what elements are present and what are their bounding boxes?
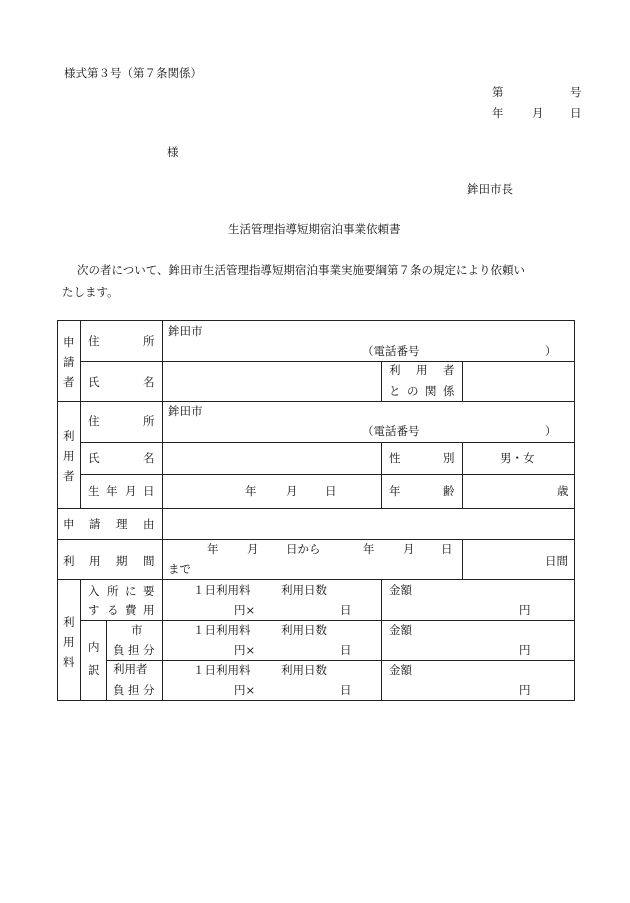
- fees-section-label: [63, 615, 75, 669]
- svg-text:日: 日: [340, 683, 352, 697]
- period-from: [207, 542, 321, 556]
- total-cost-label: [88, 584, 155, 617]
- svg-text:負: 負: [113, 643, 125, 657]
- svg-text:生: 生: [88, 484, 100, 498]
- svg-text:費: 費: [125, 603, 137, 617]
- svg-text:住: 住: [88, 334, 100, 348]
- svg-text:利: 利: [389, 363, 401, 377]
- svg-text:齢: 齢: [443, 484, 455, 498]
- user-name-label: [88, 451, 155, 465]
- applicant-phone-open: （電話番号: [362, 344, 420, 358]
- svg-text:日: 日: [325, 484, 337, 498]
- date-year: 年: [492, 106, 504, 120]
- svg-text:年: 年: [106, 484, 118, 498]
- svg-text:１日利用料: １日利用料: [193, 663, 251, 677]
- fee-row-user: [193, 663, 531, 697]
- svg-text:年: 年: [363, 542, 375, 556]
- svg-text:年: 年: [207, 542, 219, 556]
- svg-text:金額: 金額: [389, 623, 412, 637]
- svg-text:金額: 金額: [389, 583, 412, 597]
- svg-text:利: 利: [63, 615, 75, 629]
- svg-text:金額: 金額: [389, 663, 412, 677]
- svg-text:間: 間: [143, 554, 155, 568]
- svg-text:る: る: [107, 603, 119, 617]
- user-phone-open: （電話番号: [362, 424, 420, 438]
- user-address-label: [88, 414, 155, 428]
- svg-text:入: 入: [88, 584, 100, 598]
- svg-text:所: 所: [107, 584, 119, 598]
- user-address-value: 鉾田市: [168, 404, 203, 418]
- user-phone-close: ）: [545, 424, 557, 438]
- svg-text:年: 年: [389, 484, 401, 498]
- svg-text:用: 用: [143, 603, 155, 617]
- svg-text:期: 期: [116, 554, 128, 568]
- svg-text:日: 日: [143, 484, 155, 498]
- intro-line-2: たします。: [62, 285, 119, 299]
- svg-text:担: 担: [128, 683, 140, 697]
- svg-text:理: 理: [116, 517, 128, 531]
- svg-text:分: 分: [143, 683, 155, 697]
- user-section-label: [63, 429, 75, 483]
- city-share-label-1: 市: [131, 623, 143, 637]
- svg-text:用: 用: [63, 449, 75, 463]
- city-share-label-2: [113, 643, 155, 657]
- svg-text:利用日数: 利用日数: [281, 623, 327, 637]
- svg-text:内: 内: [88, 640, 100, 654]
- birth-units: [245, 484, 337, 498]
- svg-text:利用日数: 利用日数: [281, 583, 327, 597]
- svg-text:者: 者: [63, 469, 75, 483]
- svg-text:日から: 日から: [286, 542, 321, 556]
- document-title: 生活管理指導短期宿泊事業依頼書: [228, 222, 401, 236]
- user-share-label-1: 利用者: [113, 662, 148, 676]
- svg-text:１日利用料: １日利用料: [193, 583, 251, 597]
- svg-text:月: 月: [125, 484, 137, 498]
- svg-text:性: 性: [389, 451, 401, 465]
- applicant-section-label: [63, 335, 75, 389]
- applicant-phone-close: ）: [545, 344, 557, 358]
- svg-text:と: と: [389, 384, 401, 398]
- sender: 鉾田市長: [467, 182, 513, 196]
- period-days-unit: 日間: [545, 554, 568, 568]
- svg-text:分: 分: [143, 643, 155, 657]
- svg-text:者: 者: [443, 363, 455, 377]
- svg-text:年: 年: [245, 484, 257, 498]
- svg-text:名: 名: [143, 451, 155, 465]
- svg-text:円×: 円×: [234, 643, 256, 657]
- sex-label: [389, 451, 455, 465]
- age-unit: 歳: [557, 484, 569, 498]
- svg-text:者: 者: [63, 375, 75, 389]
- birth-label: [88, 484, 155, 498]
- svg-text:所: 所: [143, 334, 155, 348]
- svg-text:円: 円: [519, 643, 531, 657]
- svg-text:す: す: [88, 603, 100, 617]
- svg-text:１日利用料: １日利用料: [193, 623, 251, 637]
- svg-text:日: 日: [340, 603, 352, 617]
- svg-text:に: に: [125, 584, 137, 598]
- age-label: [389, 484, 455, 498]
- fee-row-city: [193, 623, 531, 657]
- svg-text:用: 用: [416, 363, 428, 377]
- svg-text:円: 円: [519, 683, 531, 697]
- svg-text:利: 利: [63, 429, 75, 443]
- svg-text:要: 要: [143, 584, 155, 598]
- svg-text:申: 申: [63, 335, 75, 349]
- date-month: 月: [532, 106, 544, 120]
- svg-text:日: 日: [340, 643, 352, 657]
- svg-text:利: 利: [63, 554, 75, 568]
- svg-text:料: 料: [63, 655, 75, 669]
- svg-text:月: 月: [247, 542, 259, 556]
- applicant-address-value: 鉾田市: [168, 324, 203, 338]
- form-number: 様式第３号（第７条関係）: [64, 66, 202, 80]
- svg-text:の: の: [407, 384, 419, 398]
- date-day: 日: [570, 106, 582, 120]
- svg-text:利用日数: 利用日数: [281, 663, 327, 677]
- svg-text:円×: 円×: [234, 603, 256, 617]
- svg-text:月: 月: [403, 542, 415, 556]
- svg-text:由: 由: [143, 517, 155, 531]
- svg-text:申: 申: [63, 517, 75, 531]
- breakdown-label: [88, 640, 100, 677]
- svg-text:請: 請: [89, 517, 101, 531]
- reason-label: [63, 517, 155, 531]
- doc-no-suffix: 号: [570, 85, 582, 99]
- period-label: [63, 554, 155, 568]
- svg-text:負: 負: [113, 683, 125, 697]
- doc-no-label: 第: [492, 85, 504, 99]
- svg-text:担: 担: [128, 643, 140, 657]
- svg-text:円×: 円×: [234, 683, 256, 697]
- svg-text:訳: 訳: [88, 663, 100, 677]
- svg-text:請: 請: [63, 355, 75, 369]
- svg-text:用: 用: [89, 554, 101, 568]
- svg-text:日: 日: [441, 542, 453, 556]
- svg-text:関: 関: [425, 384, 437, 398]
- svg-text:月: 月: [286, 484, 298, 498]
- applicant-name-label: [88, 375, 155, 389]
- fee-row-total: [193, 583, 531, 617]
- svg-text:名: 名: [143, 375, 155, 389]
- svg-text:所: 所: [143, 414, 155, 428]
- svg-text:係: 係: [443, 384, 455, 398]
- addressee-suffix: 様: [167, 145, 179, 159]
- svg-text:住: 住: [88, 414, 100, 428]
- svg-text:別: 別: [443, 451, 455, 465]
- svg-text:氏: 氏: [88, 451, 100, 465]
- applicant-address-label: [88, 334, 155, 348]
- sex-options: 男・女: [500, 451, 535, 465]
- relation-label: [389, 363, 455, 398]
- svg-text:用: 用: [63, 635, 75, 649]
- period-to: [363, 542, 453, 556]
- user-share-label-2: [113, 683, 155, 697]
- intro-line-1: 次の者について、鉾田市生活管理指導短期宿泊事業実施要綱第７条の規定により依頼い: [77, 263, 526, 277]
- svg-text:氏: 氏: [88, 375, 100, 389]
- period-until: まで: [168, 562, 191, 576]
- svg-text:円: 円: [519, 603, 531, 617]
